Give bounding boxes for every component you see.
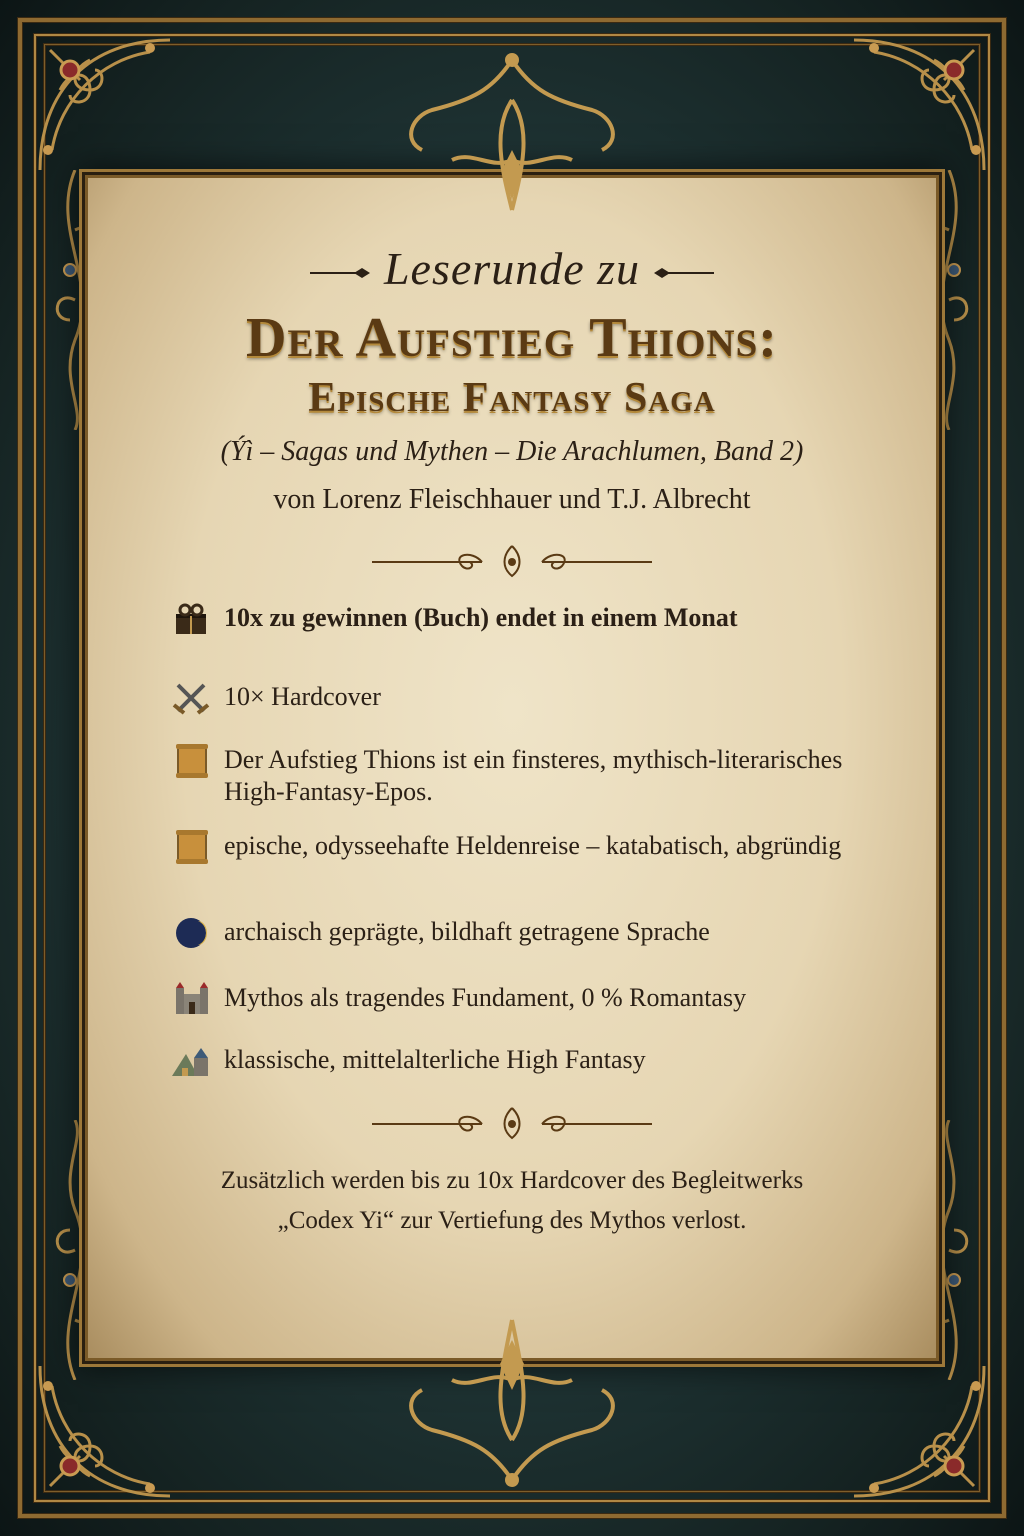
series-subtitle: (Ýì – Sagas und Mythen – Die Arachlumen, Band 2): [220, 436, 804, 467]
ornamental-divider-icon: [372, 540, 652, 580]
feature-text: epische, odysseehafte Heldenreise – katabatisch, abgründig: [224, 831, 842, 860]
feature-text: archaisch geprägte, bildhaft getragene Sprache: [224, 917, 710, 946]
leserunde-card: [88, 178, 936, 1358]
crossed-swords-icon: [172, 681, 214, 715]
moon-icon: [172, 916, 214, 950]
feature-text: Der Aufstieg Thions ist ein finsteres, mythisch-literarisches High-Fantasy-Epos.: [224, 745, 843, 806]
feature-text: 10× Hardcover: [224, 682, 381, 711]
dash-ornament-icon: [654, 267, 714, 279]
intro-heading: [88, 242, 936, 295]
feature-item: [172, 602, 852, 636]
intro-text: Leserunde zu: [383, 243, 641, 294]
castle-landscape-icon: [172, 1044, 214, 1078]
castle-icon: [172, 982, 214, 1016]
feature-item: [172, 681, 852, 715]
authors-line: von Lorenz Fleischhauer und T.J. Albrecht: [273, 484, 751, 515]
feature-text: klassische, mittelalterliche High Fantasy: [224, 1045, 646, 1074]
feature-item: [172, 1044, 852, 1078]
corner-flourish-icon: [844, 30, 994, 180]
dash-ornament-icon: [310, 267, 370, 279]
book-title-line1: Der Aufstieg Thions:: [246, 307, 778, 369]
feature-item: [172, 830, 852, 864]
ornamental-divider-icon: [372, 1102, 652, 1142]
feature-item: [172, 916, 852, 950]
corner-flourish-icon: [30, 30, 180, 180]
feature-item: [172, 982, 852, 1016]
feature-text: 10x zu gewinnen (Buch) endet in einem Monat: [224, 603, 738, 632]
scroll-icon: [172, 830, 214, 864]
feature-item: [172, 744, 852, 808]
treasure-chest-icon: [172, 602, 214, 636]
footer-line: Zusätzlich werden bis zu 10x Hardcover des Begleitwerks: [220, 1167, 804, 1194]
book-title-line2: Epische Fantasy Saga: [308, 375, 716, 421]
footer-note: [128, 1161, 896, 1241]
feature-text: Mythos als tragendes Fundament, 0 % Romantasy: [224, 983, 747, 1012]
footer-line: „Codex Yi“ zur Vertiefung des Mythos verlost.: [277, 1207, 747, 1234]
scroll-icon: [172, 744, 214, 778]
